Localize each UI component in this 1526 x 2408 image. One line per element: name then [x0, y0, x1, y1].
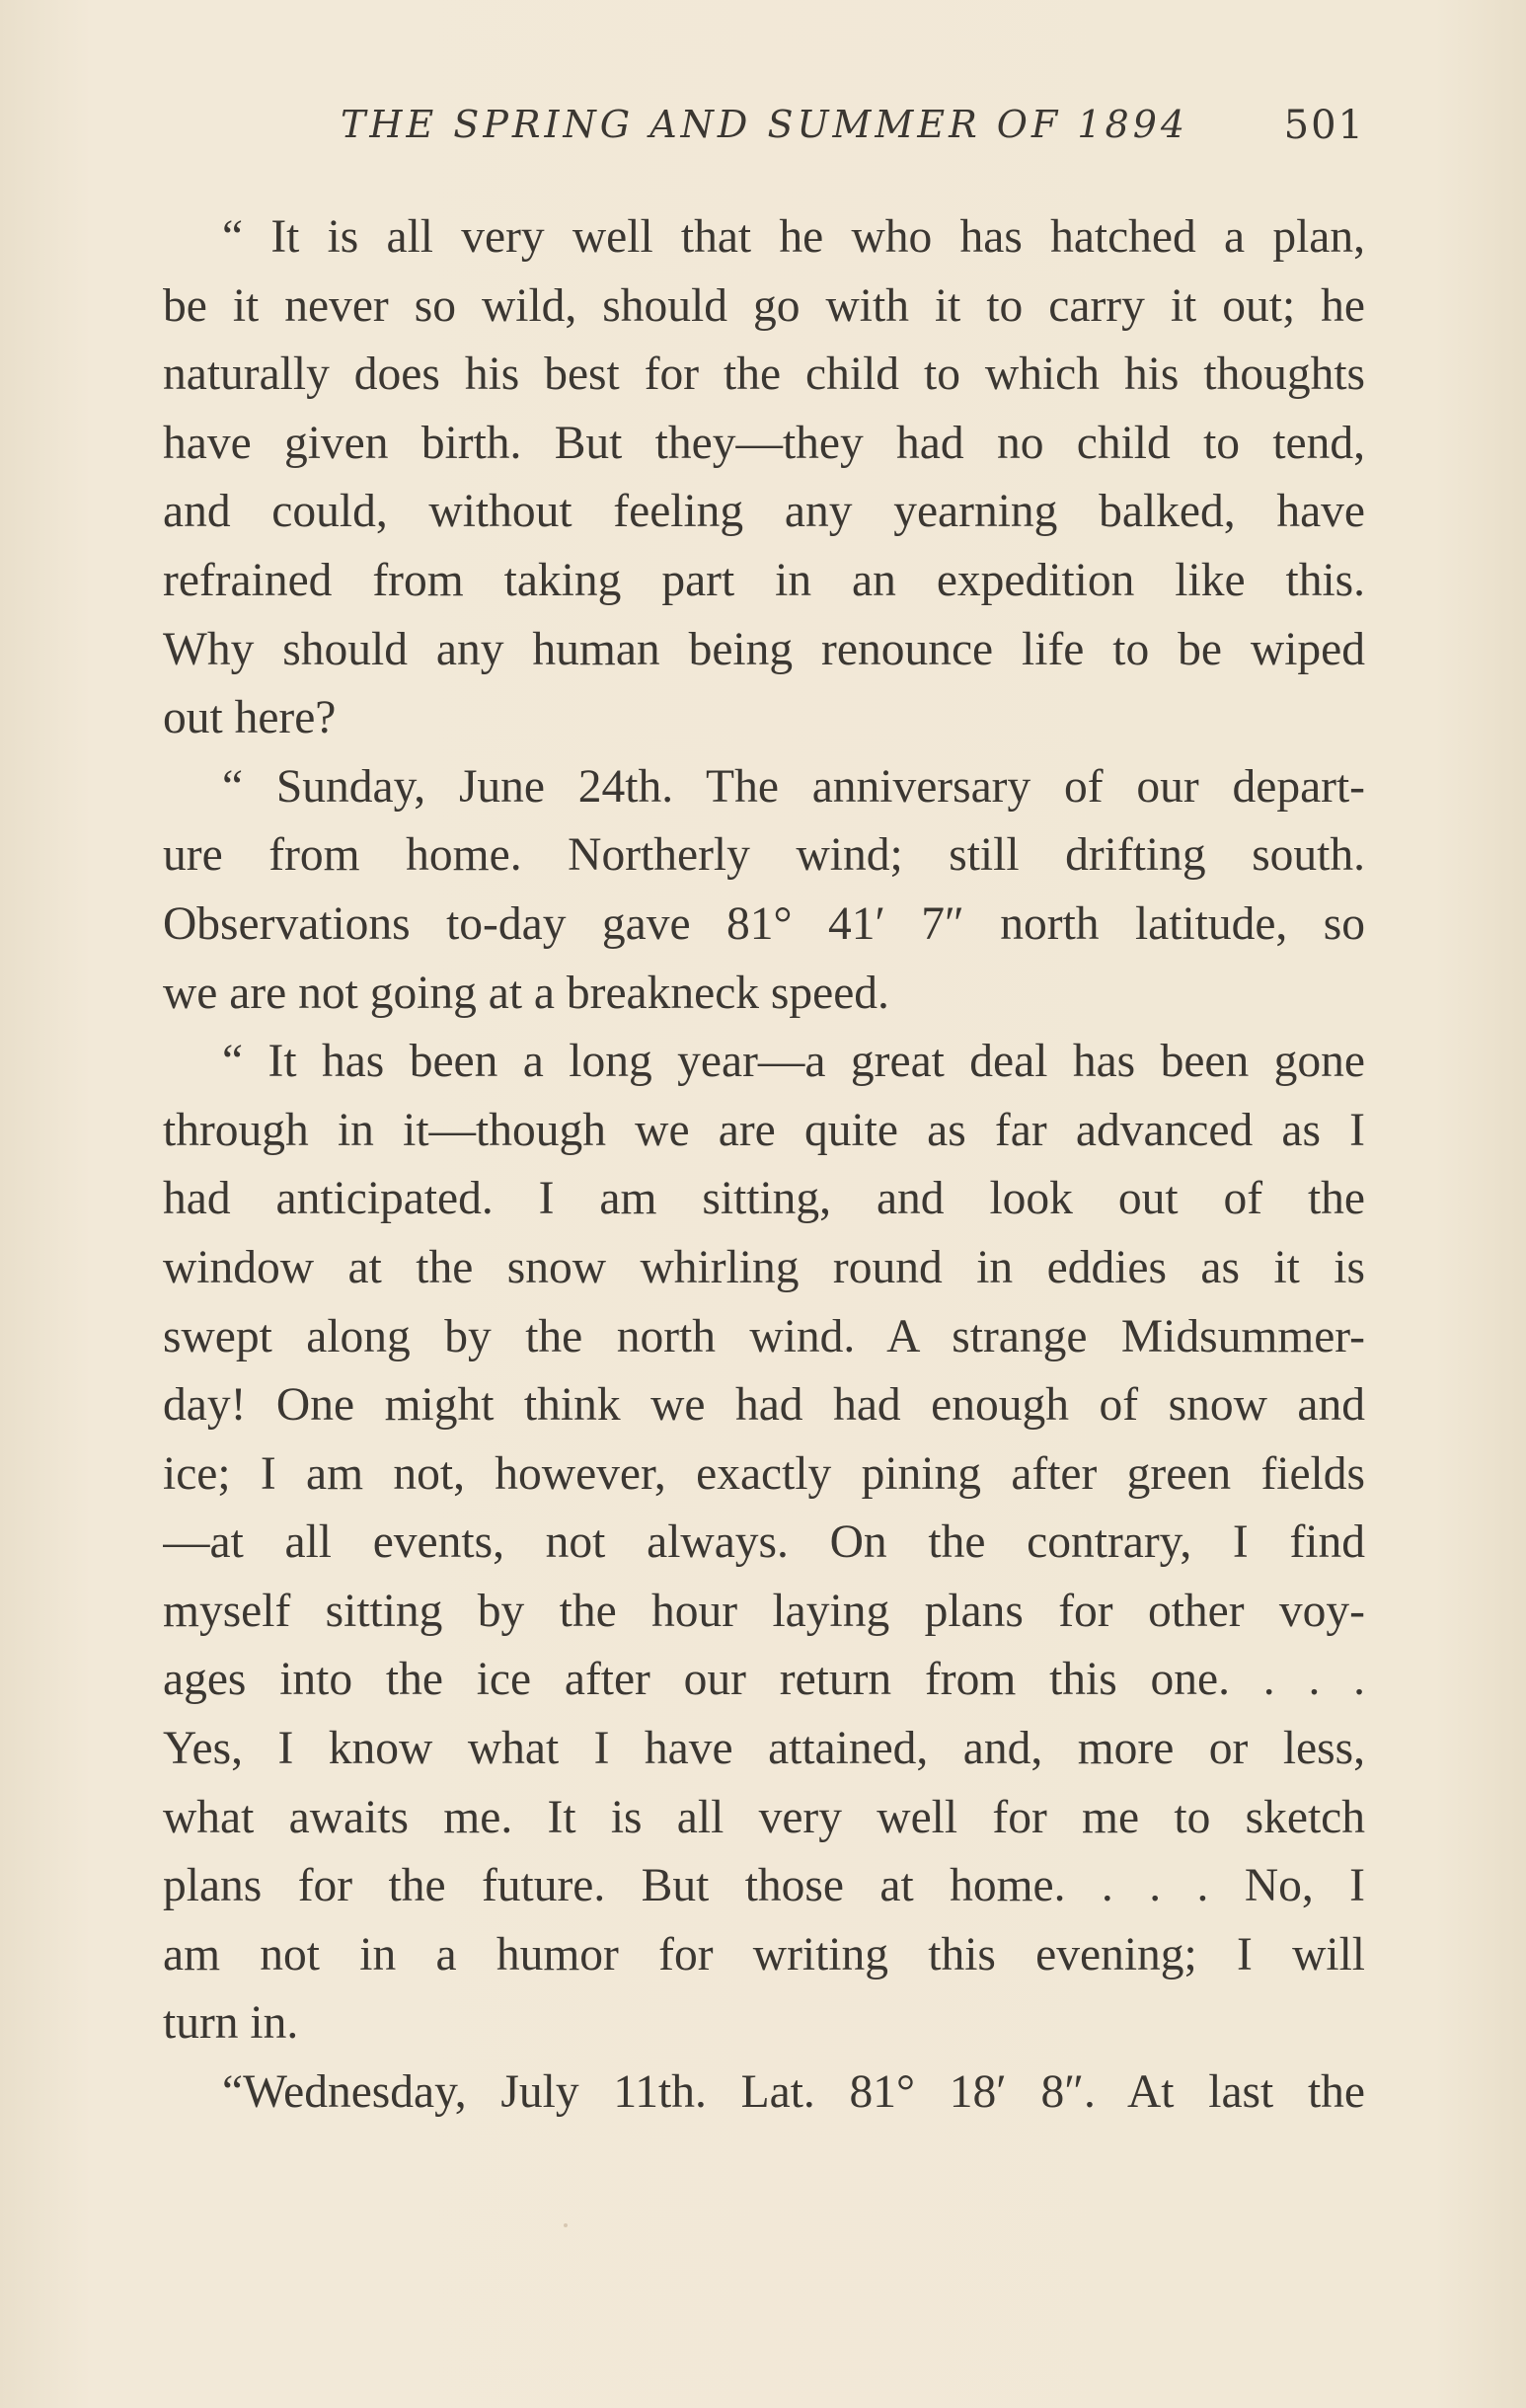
text-line: through in it—though we are quite as far advanced as I — [163, 1104, 1365, 1156]
text-line: had anticipated. I am sitting, and look out of the — [163, 1173, 1365, 1225]
text-line: “ It has been a long year—a great deal has been gone — [222, 1036, 1365, 1088]
text-line: ages into the ice after our return from this one. . . . — [163, 1654, 1365, 1706]
text-line: day! One might think we had had enough of snow and — [163, 1379, 1365, 1432]
text-line: ure from home. Northerly wind; still drifting south. — [163, 829, 1365, 882]
text-line: we are not going at a breakneck speed. — [163, 967, 889, 1019]
text-line: “Wednesday, July 11th. Lat. 81° 18′ 8″. At last the — [222, 2066, 1365, 2119]
text-line: am not in a humor for writing this evening; I will — [163, 1928, 1365, 1981]
text-line: —at all events, not always. On the contrary, I find — [163, 1516, 1365, 1569]
text-line: and could, without feeling any yearning balked, have — [163, 486, 1365, 538]
text-line: “ It is all very well that he who has hatched a plan, — [222, 211, 1365, 263]
text-line: swept along by the north wind. A strange Midsummer- — [163, 1310, 1365, 1362]
text-line: Why should any human being renounce life to be wiped — [163, 623, 1365, 675]
body-text — [163, 203, 1365, 2128]
text-line: “ Sunday, June 24th. The anniversary of our depart- — [222, 760, 1365, 813]
text-line: naturally does his best for the child to which his thoughts — [163, 349, 1365, 401]
text-line: be it never so wild, should go with it to carry it out; he — [163, 279, 1365, 332]
page-header — [163, 103, 1365, 172]
text-line: out here? — [163, 692, 337, 744]
running-head: THE SPRING AND SUMMER OF 1894 — [341, 103, 1189, 146]
text-line: turn in. — [163, 1997, 299, 2050]
paper-speck — [564, 2223, 568, 2227]
text-line: have given birth. But they—they had no child to tend, — [163, 417, 1365, 469]
text-line: what awaits me. It is all very well for me to sketch — [163, 1791, 1365, 1843]
text-line: refrained from taking part in an expedition like this. — [163, 554, 1365, 606]
text-line: myself sitting by the hour laying plans for other voy- — [163, 1585, 1365, 1637]
text-line: plans for the future. But those at home. . . . No, I — [163, 1860, 1365, 1912]
text-line: window at the snow whirling round in eddies as it is — [163, 1241, 1365, 1293]
page-number: 501 — [1283, 103, 1365, 148]
text-line: Observations to-day gave 81° 41′ 7″ north latitude, so — [163, 897, 1365, 950]
text-line: ice; I am not, however, exactly pining after green fields — [163, 1447, 1365, 1500]
text-line: Yes, I know what I have attained, and, more or less, — [163, 1723, 1365, 1775]
